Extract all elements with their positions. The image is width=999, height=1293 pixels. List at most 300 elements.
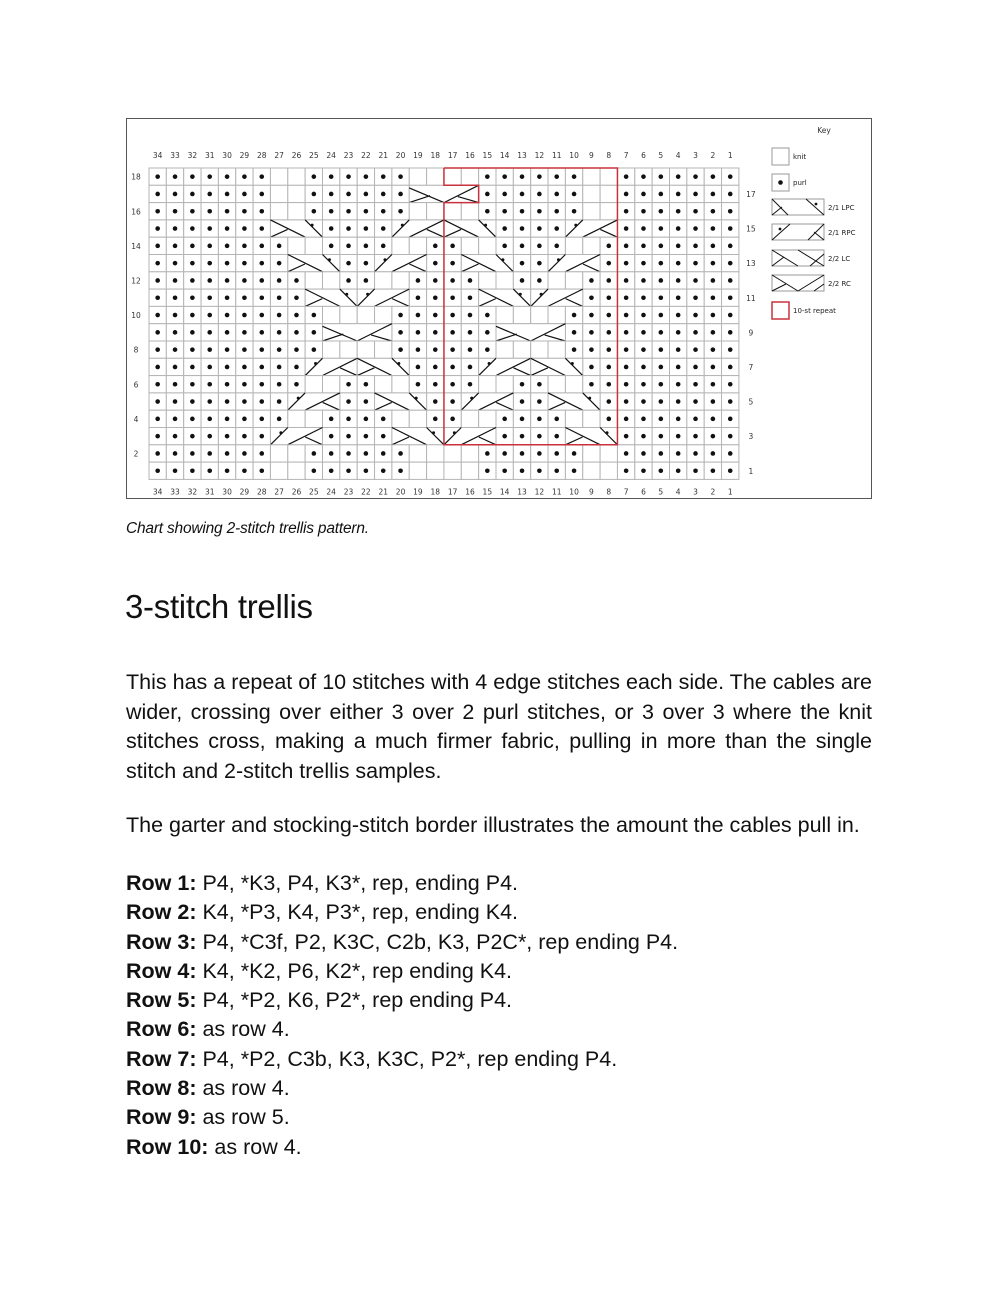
purl-dot	[728, 192, 733, 197]
purl-dot	[433, 382, 438, 387]
purl-dot	[641, 261, 646, 266]
cable-cell	[305, 358, 357, 375]
purl-dot	[259, 278, 264, 283]
purl-dot	[468, 295, 473, 300]
column-number-top: 14	[499, 151, 510, 160]
purl-dot	[242, 278, 247, 283]
row-label: Row 4:	[126, 958, 197, 983]
purl-dot	[624, 434, 629, 439]
purl-dot	[624, 417, 629, 422]
purl-dot	[312, 330, 317, 335]
purl-dot	[659, 347, 664, 352]
purl-dot	[572, 209, 577, 214]
purl-dot	[624, 174, 629, 179]
purl-dot	[242, 365, 247, 370]
purl-dot	[207, 261, 212, 266]
purl-dot	[259, 468, 264, 473]
purl-dot	[693, 295, 698, 300]
purl-dot	[659, 192, 664, 197]
purl-dot	[294, 347, 299, 352]
purl-dot	[155, 347, 160, 352]
stitch-cell	[496, 376, 513, 393]
purl-dot	[711, 347, 716, 352]
purl-dot	[728, 244, 733, 249]
purl-dot	[502, 226, 507, 231]
purl-dot	[173, 399, 178, 404]
purl-dot	[346, 244, 351, 249]
purl-dot	[364, 417, 369, 422]
purl-dot	[225, 244, 230, 249]
purl-dot	[277, 399, 282, 404]
purl-dot	[346, 174, 351, 179]
purl-dot	[711, 451, 716, 456]
purl-dot	[329, 468, 334, 473]
stitch-cell	[375, 272, 392, 289]
purl-dot	[659, 399, 664, 404]
purl-dot	[312, 451, 317, 456]
stitch-cell	[496, 341, 513, 358]
purl-dot	[259, 244, 264, 249]
purl-dot	[676, 174, 681, 179]
purl-dot	[155, 261, 160, 266]
purl-dot	[277, 365, 282, 370]
purl-dot	[520, 261, 525, 266]
purl-dot	[728, 399, 733, 404]
stitch-cell	[375, 306, 392, 323]
stitch-cell	[565, 272, 582, 289]
purl-dot	[468, 382, 473, 387]
chart-caption: Chart showing 2-stitch trellis pattern.	[126, 520, 369, 537]
purl-dot	[485, 313, 490, 318]
cable-cell	[444, 220, 496, 237]
purl-dot	[676, 244, 681, 249]
purl-dot	[398, 330, 403, 335]
purl-dot	[381, 468, 386, 473]
purl-dot	[207, 278, 212, 283]
purl-dot	[277, 382, 282, 387]
purl-dot	[155, 313, 160, 318]
cable-cell	[444, 428, 496, 445]
cable-cell	[288, 393, 340, 410]
purl-dot	[554, 451, 559, 456]
purl-dot	[155, 468, 160, 473]
purl-dot	[641, 365, 646, 370]
stitch-cell	[548, 341, 565, 358]
purl-dot	[502, 451, 507, 456]
purl-dot	[190, 365, 195, 370]
cable-cell	[375, 255, 427, 272]
purl-dot	[502, 209, 507, 214]
stitch-cell	[565, 376, 582, 393]
purl-dot	[693, 382, 698, 387]
purl-dot	[259, 261, 264, 266]
key-label: 2/2 LC	[828, 255, 851, 263]
cable-cell	[392, 220, 444, 237]
purl-dot	[173, 244, 178, 249]
column-number-bottom: 34	[152, 487, 163, 497]
purl-dot	[364, 261, 369, 266]
purl-dot	[225, 434, 230, 439]
purl-dot	[676, 434, 681, 439]
purl-dot	[676, 278, 681, 283]
purl-dot	[450, 330, 455, 335]
purl-dot	[173, 261, 178, 266]
intro-paragraph: This has a repeat of 10 stitches with 4 edge stitches each side. The cables are wider, crossing over either 3 over 2 purl stitches, or 3 over 3 where the knit stitches cross, making a much firmer fabric, pulling in more than the single stitch and 2-stitch trellis samples.	[126, 670, 872, 783]
row-number-left: 18	[131, 172, 141, 182]
stitch-cell	[548, 272, 565, 289]
purl-dot	[155, 209, 160, 214]
purl-dot	[693, 313, 698, 318]
stitch-cell	[461, 237, 478, 254]
stitch-cell	[270, 462, 287, 479]
purl-dot	[364, 468, 369, 473]
purl-dot	[346, 468, 351, 473]
purl-dot	[641, 347, 646, 352]
purl-dot	[485, 468, 490, 473]
column-number-top: 13	[517, 151, 527, 160]
stitch-cell	[323, 272, 340, 289]
purl-dot	[364, 244, 369, 249]
purl-dot	[155, 244, 160, 249]
purl-dot	[659, 295, 664, 300]
purl-dot	[329, 226, 334, 231]
column-number-top: 9	[589, 151, 594, 160]
column-number-bottom: 15	[482, 487, 493, 497]
purl-dot	[641, 399, 646, 404]
purl-dot	[433, 347, 438, 352]
purl-dot	[207, 295, 212, 300]
purl-dot	[225, 451, 230, 456]
purl-dot	[242, 382, 247, 387]
stitch-cell	[305, 376, 322, 393]
row-text: K4, *K2, P6, K2*, rep ending K4.	[196, 958, 513, 983]
key-cable-swatch	[772, 275, 824, 291]
column-number-top: 16	[465, 151, 475, 160]
purl-dot	[520, 434, 525, 439]
column-number-bottom: 29	[239, 487, 250, 497]
purl-dot	[589, 295, 594, 300]
column-number-top: 30	[222, 151, 232, 160]
purl-dot	[537, 468, 542, 473]
purl-dot	[450, 365, 455, 370]
purl-dot	[676, 417, 681, 422]
stitch-cell	[288, 410, 305, 427]
purl-dot	[659, 468, 664, 473]
purl-dot	[468, 330, 473, 335]
column-number-bottom: 16	[465, 487, 475, 497]
stitch-cell	[583, 410, 600, 427]
stitch-cell	[600, 185, 617, 202]
purl-dot	[416, 278, 421, 283]
purl-dot	[606, 365, 611, 370]
purl-dot	[693, 174, 698, 179]
purl-dot	[277, 330, 282, 335]
stitch-cell	[392, 272, 409, 289]
row-label: Row 10:	[126, 1134, 209, 1159]
cable-cell	[479, 358, 531, 375]
stitch-cell	[409, 445, 426, 462]
purl-dot	[277, 347, 282, 352]
stitch-cell	[548, 306, 565, 323]
purl-dot	[537, 226, 542, 231]
purl-dot	[728, 382, 733, 387]
purl-dot	[520, 451, 525, 456]
column-number-bottom: 4	[675, 487, 681, 497]
purl-dot	[572, 468, 577, 473]
purl-dot	[398, 468, 403, 473]
cable-cell	[548, 393, 600, 410]
purl-dot	[572, 451, 577, 456]
purl-dot	[502, 192, 507, 197]
column-number-top: 5	[658, 151, 664, 160]
purl-dot	[728, 330, 733, 335]
column-number-top: 12	[534, 151, 545, 160]
purl-dot	[312, 313, 317, 318]
purl-dot	[624, 468, 629, 473]
purl-dot	[294, 382, 299, 387]
purl-dot	[659, 261, 664, 266]
key-label: 10-st repeat	[793, 307, 836, 315]
purl-dot	[589, 313, 594, 318]
purl-dot	[537, 192, 542, 197]
purl-dot	[242, 192, 247, 197]
column-number-top: 28	[257, 151, 267, 160]
purl-dot	[433, 244, 438, 249]
purl-dot	[711, 365, 716, 370]
purl-dot	[207, 226, 212, 231]
purl-dot	[537, 209, 542, 214]
purl-dot	[416, 347, 421, 352]
purl-dot	[711, 468, 716, 473]
purl-dot	[242, 399, 247, 404]
stitch-cell	[392, 376, 409, 393]
purl-dot	[190, 313, 195, 318]
purl-dot	[606, 399, 611, 404]
purl-dot	[641, 330, 646, 335]
purl-dot	[173, 226, 178, 231]
purl-dot	[554, 244, 559, 249]
purl-dot	[624, 209, 629, 214]
purl-dot	[329, 434, 334, 439]
purl-dot	[346, 192, 351, 197]
purl-dot	[329, 244, 334, 249]
stitch-cell	[583, 185, 600, 202]
stitch-cell	[496, 272, 513, 289]
purl-dot	[711, 192, 716, 197]
key-label: 2/1 RPC	[828, 229, 856, 237]
stitch-cell	[583, 462, 600, 479]
purl-dot	[398, 347, 403, 352]
purl-dot	[624, 192, 629, 197]
column-number-bottom: 33	[170, 487, 180, 497]
purl-dot	[606, 330, 611, 335]
purl-dot	[641, 382, 646, 387]
purl-dot	[190, 451, 195, 456]
purl-dot	[554, 209, 559, 214]
purl-dot	[728, 261, 733, 266]
purl-dot	[277, 278, 282, 283]
purl-dot	[624, 261, 629, 266]
purl-dot	[624, 295, 629, 300]
stitch-cell	[357, 341, 374, 358]
key-label: knit	[793, 153, 807, 161]
purl-dot	[155, 382, 160, 387]
row-number-right: 1	[748, 466, 754, 476]
column-number-top: 32	[187, 151, 198, 160]
stitch-cell	[513, 341, 530, 358]
purl-dot	[259, 365, 264, 370]
purl-dot	[346, 382, 351, 387]
stitch-cell	[479, 272, 496, 289]
stitch-cell	[479, 237, 496, 254]
purl-dot	[450, 261, 455, 266]
column-number-top: 18	[430, 151, 441, 160]
stitch-cell	[323, 376, 340, 393]
purl-dot	[277, 295, 282, 300]
row-instruction	[126, 898, 678, 927]
column-number-top: 1	[727, 151, 733, 160]
stitch-cell	[288, 445, 305, 462]
stitch-cell	[270, 185, 287, 202]
purl-dot	[676, 313, 681, 318]
purl-dot	[659, 226, 664, 231]
purl-dot	[259, 330, 264, 335]
purl-dot	[155, 295, 160, 300]
purl-dot	[207, 382, 212, 387]
stitch-cell	[461, 462, 478, 479]
purl-dot	[190, 209, 195, 214]
purl-dot	[711, 295, 716, 300]
purl-dot	[693, 261, 698, 266]
purl-dot	[693, 278, 698, 283]
cable-cell	[270, 428, 322, 445]
row-text: P4, *C3f, P2, K3C, C2b, K3, P2C*, rep ending P4.	[196, 929, 679, 954]
section-heading: 3-stitch trellis	[125, 588, 313, 625]
purl-dot	[468, 278, 473, 283]
stitch-cell	[427, 462, 444, 479]
purl-dot	[329, 174, 334, 179]
purl-dot	[259, 399, 264, 404]
purl-dot	[190, 417, 195, 422]
row-label: Row 9:	[126, 1105, 197, 1130]
column-number-bottom: 13	[517, 487, 527, 497]
purl-dot	[207, 365, 212, 370]
purl-dot	[259, 434, 264, 439]
purl-dot	[624, 451, 629, 456]
purl-dot	[537, 399, 542, 404]
purl-dot	[242, 313, 247, 318]
purl-dot	[676, 347, 681, 352]
purl-dot	[173, 347, 178, 352]
purl-dot	[346, 399, 351, 404]
stitch-cell	[305, 272, 322, 289]
stitch-cell	[288, 237, 305, 254]
column-number-bottom: 28	[257, 487, 267, 497]
key-knit-swatch	[772, 148, 789, 165]
column-number-bottom: 23	[343, 487, 354, 497]
purl-dot	[277, 417, 282, 422]
purl-dot	[659, 313, 664, 318]
purl-dot	[589, 347, 594, 352]
purl-dot	[294, 295, 299, 300]
purl-dot	[225, 382, 230, 387]
key-label: purl	[793, 179, 807, 187]
purl-dot	[502, 174, 507, 179]
key-label: 2/1 LPC	[828, 204, 855, 212]
purl-dot	[173, 278, 178, 283]
column-number-top: 11	[551, 151, 562, 160]
purl-dot	[207, 468, 212, 473]
purl-dot	[381, 226, 386, 231]
purl-dot	[346, 417, 351, 422]
purl-dot	[711, 434, 716, 439]
row-number-left: 8	[133, 345, 139, 355]
purl-dot	[693, 365, 698, 370]
purl-dot	[225, 417, 230, 422]
purl-dot	[641, 468, 646, 473]
purl-dot	[711, 174, 716, 179]
row-number-right: 15	[746, 224, 756, 234]
purl-dot	[207, 330, 212, 335]
purl-dot	[502, 417, 507, 422]
key-title: Key	[817, 126, 831, 135]
purl-dot	[416, 313, 421, 318]
row-instruction	[126, 1074, 678, 1103]
column-number-top: 21	[378, 151, 388, 160]
column-number-bottom: 31	[204, 487, 215, 497]
purl-dot	[537, 417, 542, 422]
purl-dot	[537, 244, 542, 249]
row-text: K4, *P3, K4, P3*, rep, ending K4.	[196, 900, 518, 925]
purl-dot	[624, 382, 629, 387]
stitch-cell	[323, 341, 340, 358]
column-number-top: 31	[204, 151, 215, 160]
purl-dot	[207, 209, 212, 214]
purl-dot	[520, 192, 525, 197]
purl-dot	[364, 278, 369, 283]
purl-dot	[155, 451, 160, 456]
purl-dot	[468, 347, 473, 352]
stitch-cell	[357, 306, 374, 323]
purl-dot	[693, 468, 698, 473]
purl-dot	[693, 434, 698, 439]
key-dot	[779, 228, 782, 231]
column-number-top: 29	[239, 151, 250, 160]
cable-cell	[375, 393, 427, 410]
purl-dot	[190, 399, 195, 404]
purl-dot	[225, 226, 230, 231]
purl-dot	[485, 209, 490, 214]
purl-dot	[416, 330, 421, 335]
column-number-bottom: 11	[551, 487, 562, 497]
cable-cell	[357, 289, 409, 306]
purl-dot	[190, 382, 195, 387]
row-text: as row 4.	[196, 1017, 290, 1042]
stitch-cell	[565, 410, 582, 427]
purl-dot	[676, 468, 681, 473]
purl-dot	[572, 192, 577, 197]
purl-dot	[225, 174, 230, 179]
purl-dot	[242, 468, 247, 473]
purl-dot	[173, 174, 178, 179]
purl-dot	[207, 174, 212, 179]
column-number-bottom: 2	[710, 487, 716, 497]
cable-cell	[565, 428, 617, 445]
row-instruction	[126, 1015, 678, 1044]
purl-dot	[364, 226, 369, 231]
purl-dot	[225, 261, 230, 266]
purl-dot	[520, 382, 525, 387]
